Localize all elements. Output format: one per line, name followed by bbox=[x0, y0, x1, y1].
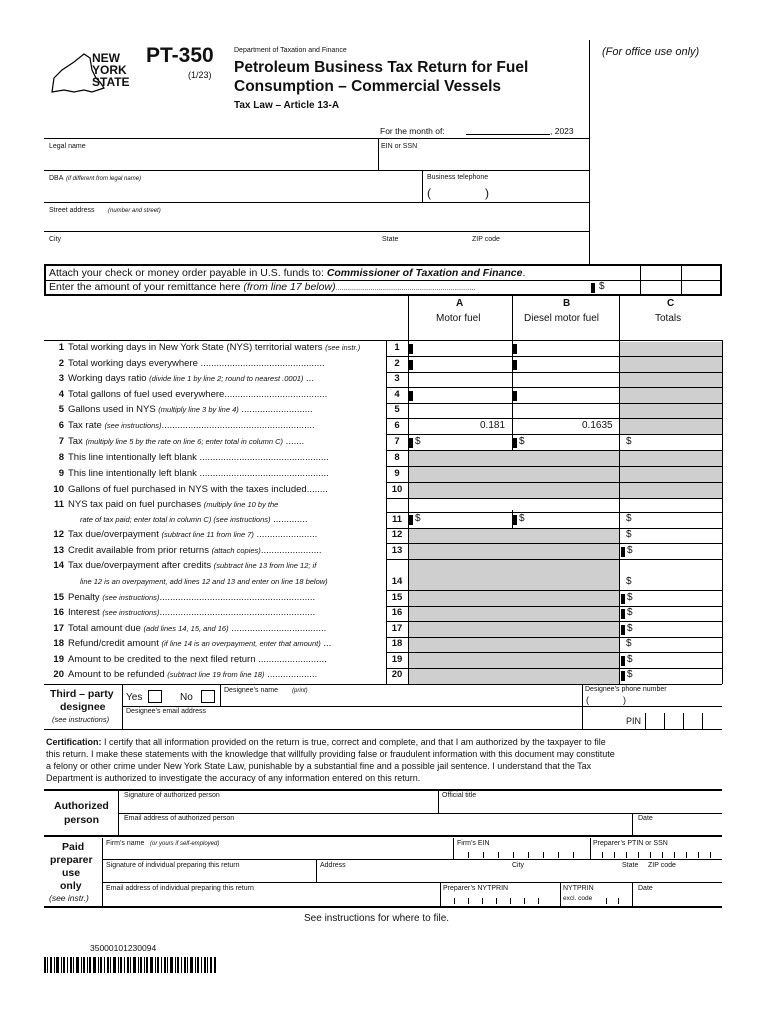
barcode bbox=[44, 957, 216, 973]
excl-code-label: excl. code bbox=[563, 895, 593, 902]
month-label: For the month of: bbox=[380, 126, 445, 136]
business-telephone-field[interactable] bbox=[423, 171, 589, 202]
line16-dollar: $ bbox=[627, 607, 633, 618]
line-20: 20 Amount to be refunded (subtract line 19 from line 18) ................... 20 bbox=[53, 669, 403, 680]
zip-label: ZIP code bbox=[472, 236, 500, 243]
line-7: 7 Tax (multiply line 5 by the rate on line 6; enter total in column C) ....... 7 bbox=[58, 436, 400, 447]
remittance-amount-label bbox=[49, 281, 476, 293]
line2-diesel-input[interactable] bbox=[518, 357, 618, 371]
line5-motor-fuel-input[interactable] bbox=[410, 404, 511, 417]
designee-name-label: Designee’s name bbox=[224, 687, 278, 694]
line-16: 16 Interest (see instructions)........................................................... 16 bbox=[53, 607, 403, 618]
remittance-dots: ........................................................................ bbox=[335, 285, 476, 292]
legal-name-label: Legal name bbox=[49, 143, 86, 150]
certification-line2: this return. I make these statements with the knowledge that willfully providing false or fraudulent information with this document may constitute bbox=[46, 749, 615, 759]
line-8: 8 This line intentionally left blank ................................................. 8 bbox=[58, 452, 400, 463]
line-10: 10 Gallons of fuel purchased in NYS with the taxes included........ 10 bbox=[53, 484, 403, 495]
payee-name: Commissioner of Taxation and Finance bbox=[326, 267, 523, 279]
designee-no-checkbox[interactable] bbox=[201, 690, 215, 703]
line6-rate-diesel: 0.1635 bbox=[582, 420, 613, 431]
official-title-label: Official title bbox=[442, 792, 477, 799]
street-address-field[interactable] bbox=[44, 203, 589, 231]
nytprin-excl-field[interactable] bbox=[562, 883, 631, 907]
line4-motor-fuel-input[interactable] bbox=[414, 388, 511, 402]
preparer-note: (see instr.) bbox=[49, 893, 89, 903]
column-b-letter: B bbox=[563, 298, 571, 309]
line13-dollar: $ bbox=[627, 545, 633, 556]
designee-yes-checkbox[interactable] bbox=[148, 690, 162, 703]
designee-title-2: designee bbox=[60, 701, 106, 713]
preparer-email-field[interactable] bbox=[104, 883, 439, 907]
line1-diesel-input[interactable] bbox=[518, 341, 618, 355]
preparer-ptin-label: Preparer’s PTIN or SSN bbox=[593, 840, 668, 847]
designee-title-1: Third – party bbox=[50, 688, 114, 700]
remittance-amount-input[interactable] bbox=[596, 280, 722, 296]
certification-line3: a felony or other crime under New York State Law, punishable by a substantial fine and a possible jail sentence. I understand that the Tax bbox=[46, 761, 592, 771]
line6-rate-motor-fuel: 0.181 bbox=[480, 420, 506, 431]
street-address-label: Street address bbox=[49, 207, 95, 214]
line18-dollar: $ bbox=[626, 638, 632, 649]
authorized-email-field[interactable] bbox=[120, 814, 631, 835]
designee-email-label: Designee’s email address bbox=[126, 708, 207, 715]
authorized-signature-field[interactable] bbox=[120, 791, 437, 813]
line15-dollar: $ bbox=[627, 592, 633, 603]
street-address-note: (number and street) bbox=[108, 208, 161, 214]
line11-dollar-b: $ bbox=[519, 513, 525, 524]
certification-line1: Certification: I certify that all information provided on the return is true, correct and complete, and that I am authorized by the taxpayer to file bbox=[46, 737, 606, 747]
remittance-instruction bbox=[49, 267, 525, 279]
dba-note: (if different from legal name) bbox=[66, 176, 142, 182]
line-1: 1 Total working days in New York State (NYS) territorial waters (see instr.) 1 bbox=[58, 342, 400, 353]
line-5: 5 Gallons used in NYS (multiply line 3 by line 4) ........................... 5 bbox=[58, 404, 400, 415]
form-revision: (1/23) bbox=[188, 70, 212, 80]
preparer-title-4: only bbox=[60, 880, 82, 892]
authorized-email-label: Email address of authorized person bbox=[124, 815, 235, 822]
line5-diesel-input[interactable] bbox=[514, 404, 618, 417]
dba-label: DBA bbox=[49, 175, 64, 182]
city-label: City bbox=[49, 236, 62, 243]
firm-ein-field[interactable] bbox=[455, 839, 589, 859]
preparer-address-label: Address bbox=[320, 862, 346, 869]
line7-total-input[interactable] bbox=[634, 435, 720, 449]
line10-motor-fuel-input[interactable] bbox=[410, 483, 511, 497]
designee-phone-open: ( bbox=[586, 695, 589, 705]
barcode-number: 35000101230094 bbox=[90, 943, 157, 953]
phone-paren-close: ) bbox=[485, 186, 489, 200]
preparer-signature-label: Signature of individual preparing this return bbox=[106, 862, 240, 869]
line7-dollar-b: $ bbox=[519, 436, 525, 447]
designee-phone-label: Designee’s phone number bbox=[585, 686, 667, 693]
remittance-text-a: Attach your check or money order payable in U.S. funds to: bbox=[49, 267, 327, 279]
line7-dollar-a: $ bbox=[415, 436, 421, 447]
authorized-date-field[interactable] bbox=[634, 814, 721, 835]
state-label: State bbox=[382, 236, 399, 243]
department-label: Department of Taxation and Finance bbox=[234, 47, 347, 54]
line-18: 18 Refund/credit amount (if line 14 is an overpayment, enter that amount) ... 18 bbox=[53, 638, 403, 649]
line-13: 13 Credit available from prior returns (attach copies)....................... 13 bbox=[53, 545, 403, 556]
preparer-title-1: Paid bbox=[62, 841, 85, 853]
designee-pin-input[interactable] bbox=[645, 713, 721, 729]
line1-motor-fuel-input[interactable] bbox=[414, 341, 511, 355]
column-b-name: Diesel motor fuel bbox=[524, 313, 600, 324]
designee-name-note: (print) bbox=[292, 688, 308, 694]
certification-heading: Certification: bbox=[46, 737, 102, 747]
line-6: 6 Tax rate (see instructions).......................................................... 6 bbox=[58, 420, 400, 431]
line-14-header: 14 Tax due/overpayment after credits (subtract line 13 from line 12; if bbox=[53, 560, 317, 571]
official-title-field[interactable] bbox=[440, 791, 721, 813]
line-2: 2 Total working days everywhere ............................................... 2 bbox=[58, 358, 400, 369]
authorized-date-label: Date bbox=[638, 815, 653, 822]
nytprin-excl-label: NYTPRIN bbox=[563, 885, 594, 892]
column-c-name: Totals bbox=[655, 313, 682, 324]
firm-name-label: Firm’s name bbox=[106, 840, 145, 847]
line-19: 19 Amount to be credited to the next filed return .......................... 19 bbox=[53, 654, 403, 665]
line-14: line 12 is an overpayment, add lines 12 and 13 and enter on line 18 below) 14 bbox=[80, 576, 403, 587]
preparer-address-field[interactable] bbox=[318, 860, 721, 882]
line-12: 12 Tax due/overpayment (subtract line 11 from line 7) ....................... 12 bbox=[53, 529, 403, 540]
line11-dollar-a: $ bbox=[415, 513, 421, 524]
ein-label: EIN or SSN bbox=[381, 143, 418, 150]
line3-diesel-input[interactable] bbox=[514, 373, 618, 386]
state-field[interactable] bbox=[380, 232, 470, 260]
column-c-letter: C bbox=[667, 298, 675, 309]
designee-note: (see instructions) bbox=[52, 715, 110, 724]
column-a-name: Motor fuel bbox=[436, 313, 481, 324]
line19-dollar: $ bbox=[627, 654, 633, 665]
certification-line4: Department is authorized to investigate the accuracy of any information entered on this return. bbox=[46, 773, 421, 783]
designee-yes-label: Yes bbox=[126, 692, 143, 703]
remittance-text-c: . bbox=[522, 267, 526, 279]
preparer-signature-field[interactable] bbox=[104, 860, 315, 882]
designee-phone-close: ) bbox=[623, 695, 626, 705]
designee-pin-label: PIN bbox=[626, 716, 642, 726]
preparer-zip-label: ZIP code bbox=[648, 862, 676, 869]
line11-dollar-c: $ bbox=[626, 513, 632, 524]
form-subtitle: Tax Law – Article 13-A bbox=[234, 100, 340, 111]
ein-field[interactable] bbox=[379, 139, 589, 170]
authorized-title-1: Authorized bbox=[54, 800, 109, 812]
where-to-file-note: See instructions for where to file. bbox=[304, 913, 450, 924]
city-field[interactable] bbox=[44, 232, 378, 260]
logo-text-york: YORK bbox=[92, 63, 127, 77]
preparer-ptin-field[interactable] bbox=[592, 839, 721, 859]
legal-name-field[interactable] bbox=[44, 139, 378, 170]
line20-dollar: $ bbox=[627, 669, 633, 680]
preparer-title-3: use bbox=[62, 867, 81, 879]
phone-paren-open: ( bbox=[427, 186, 431, 200]
firm-ein-label: Firm’s EIN bbox=[457, 840, 490, 847]
dba-field[interactable] bbox=[44, 171, 422, 202]
designee-no-label: No bbox=[180, 692, 193, 703]
form-title-line1: Petroleum Business Tax Return for Fuel bbox=[234, 59, 529, 76]
line3-motor-fuel-input[interactable] bbox=[410, 373, 511, 386]
remittance-text-line2: Enter the amount of your remittance here bbox=[49, 281, 244, 293]
line-15: 15 Penalty (see instructions)........................................................... 15 bbox=[53, 592, 403, 603]
preparer-state-label: State bbox=[622, 862, 639, 869]
remittance-dollar: $ bbox=[599, 281, 605, 292]
logo-text-state: STATE bbox=[92, 75, 130, 89]
line-11-header: 11 NYS tax paid on fuel purchases (multiply line 10 by the bbox=[53, 499, 279, 510]
business-telephone-label: Business telephone bbox=[427, 174, 489, 181]
office-use-label: (For office use only) bbox=[602, 46, 700, 58]
firm-name-field[interactable] bbox=[104, 839, 452, 859]
line-4: 4 Total gallons of fuel used everywhere....................................... 4 bbox=[58, 389, 400, 400]
line17-dollar: $ bbox=[627, 623, 633, 634]
form-title-line2: Consumption – Commercial Vessels bbox=[234, 78, 502, 95]
preparer-city-label: City bbox=[512, 862, 525, 869]
year-label: , 2023 bbox=[550, 126, 574, 136]
barcode-icon bbox=[44, 957, 216, 973]
designee-name-field[interactable] bbox=[222, 685, 581, 706]
designee-phone-field[interactable] bbox=[583, 685, 721, 706]
line2-motor-fuel-input[interactable] bbox=[414, 357, 511, 371]
line14-dollar: $ bbox=[626, 576, 632, 587]
column-a-letter: A bbox=[456, 298, 464, 309]
authorized-signature-label: Signature of authorized person bbox=[124, 792, 220, 799]
line7-dollar-c: $ bbox=[626, 436, 632, 447]
preparer-date-label: Date bbox=[638, 885, 653, 892]
preparer-date-field[interactable] bbox=[634, 883, 721, 907]
remittance-note: (from line 17 below) bbox=[243, 281, 336, 293]
preparer-nytprin-label: Preparer’s NYTPRIN bbox=[443, 885, 509, 892]
form-number: PT-350 bbox=[146, 44, 214, 67]
designee-email-field[interactable] bbox=[123, 707, 581, 729]
preparer-email-label: Email address of individual preparing this return bbox=[106, 885, 254, 892]
preparer-title-2: preparer bbox=[50, 854, 93, 866]
preparer-nytprin-field[interactable] bbox=[442, 883, 559, 907]
line12-dollar: $ bbox=[626, 529, 632, 540]
line4-diesel-input[interactable] bbox=[518, 388, 618, 402]
firm-name-note: (or yours if self-employed) bbox=[150, 841, 220, 847]
logo-text-new: NEW bbox=[92, 51, 120, 65]
authorized-title-2: person bbox=[64, 814, 100, 826]
line-3: 3 Working days ratio (divide line 1 by line 2; round to nearest .0001) ... 3 bbox=[58, 373, 400, 384]
line-9: 9 This line intentionally left blank ................................................. 9 bbox=[58, 468, 400, 479]
zip-field[interactable] bbox=[470, 232, 588, 260]
line-11: rate of tax paid; enter total in column C) (see instructions) ............. 11 bbox=[80, 514, 403, 525]
line-17: 17 Total amount due (add lines 14, 15, and 16) .................................... 17 bbox=[53, 623, 403, 634]
